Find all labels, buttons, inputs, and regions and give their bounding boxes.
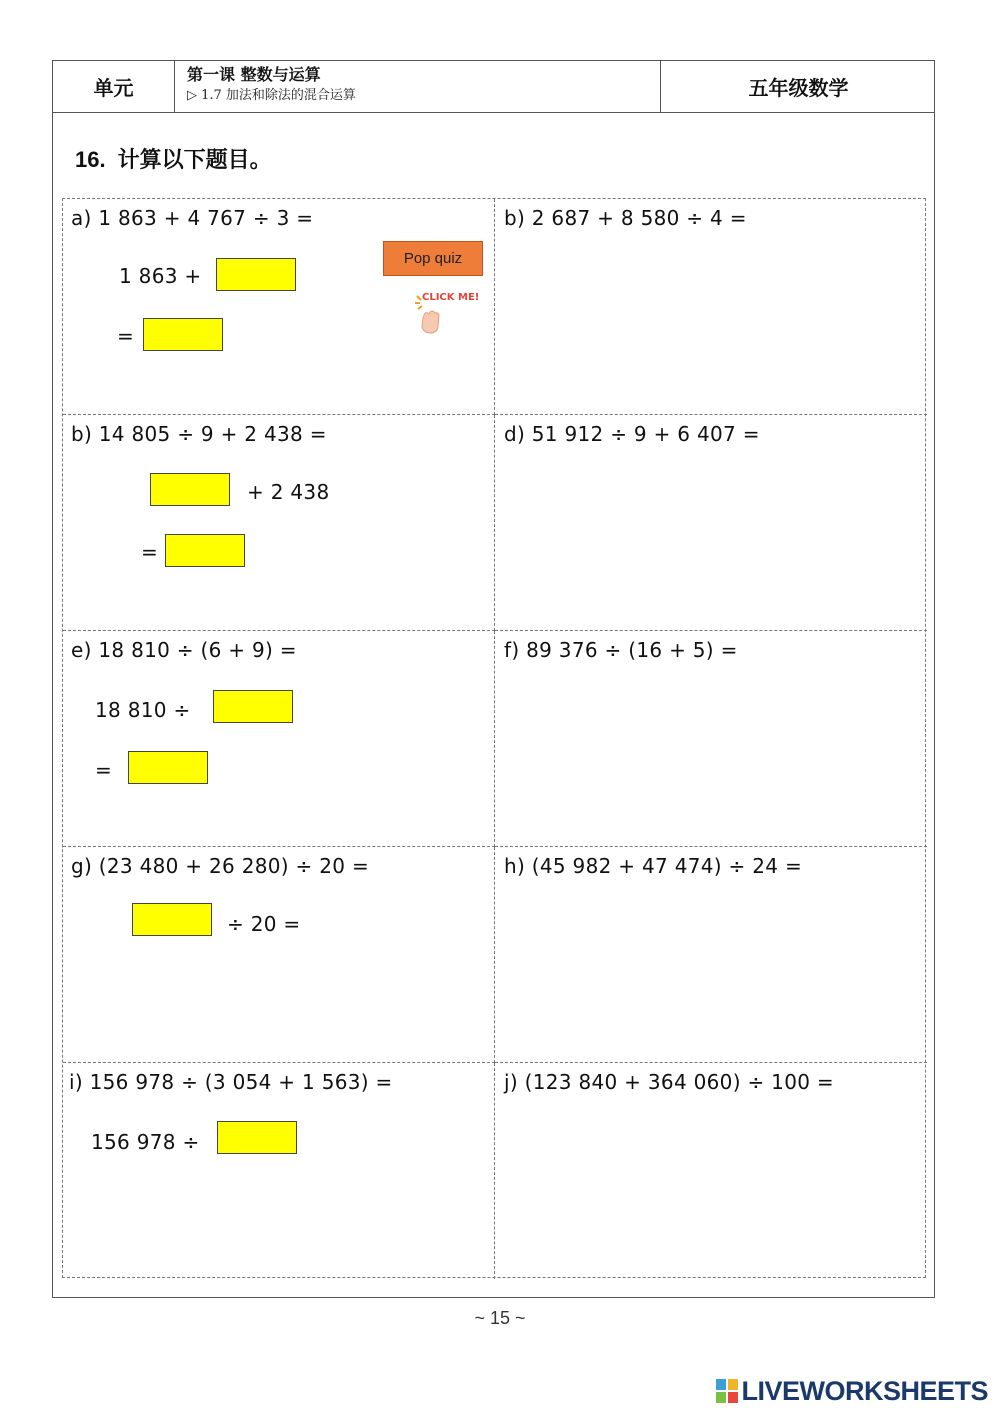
problem-cell-f [495, 631, 927, 847]
unit-label: 单元 [53, 61, 175, 112]
problem-cell-g [63, 847, 495, 1063]
problem-grid [62, 198, 926, 1278]
question-text: 计算以下题目。 [117, 147, 272, 173]
click-me-text: CLICK ME! [422, 292, 480, 303]
answer-box[interactable] [150, 473, 230, 506]
problem-cell-j [495, 1063, 927, 1279]
step-text: 18 810 ÷ [95, 698, 191, 722]
problem-cell-i [63, 1063, 495, 1279]
step-text: = [141, 540, 159, 564]
page-number: ~ 15 ~ [474, 1308, 526, 1328]
lesson-info [175, 61, 661, 112]
pop-quiz-button[interactable]: Pop quiz [383, 241, 483, 276]
liveworksheets-logo-icon [716, 1379, 738, 1403]
answer-box[interactable] [165, 534, 245, 567]
problem-cell-h [495, 847, 927, 1063]
problem-text: a) 1 863 + 4 767 ÷ 3 = [71, 206, 314, 230]
step-text: 156 978 ÷ [91, 1130, 200, 1154]
problem-text: d) 51 912 ÷ 9 + 6 407 = [504, 422, 760, 446]
lesson-title: 第一课 整数与运算 [187, 65, 321, 84]
liveworksheets-brand [716, 1375, 988, 1407]
step-text: + 2 438 [247, 480, 330, 504]
answer-box[interactable] [143, 318, 223, 351]
answer-box[interactable] [217, 1121, 297, 1154]
step-text: = [117, 324, 135, 348]
question-number: 16. [75, 147, 106, 172]
answer-box[interactable] [132, 903, 212, 936]
worksheet-page [52, 60, 935, 1298]
question-title [75, 143, 272, 174]
problem-text: j) (123 840 + 364 060) ÷ 100 = [504, 1070, 834, 1094]
problem-text: g) (23 480 + 26 280) ÷ 20 = [71, 854, 370, 878]
brand-name: LIVEWORKSHEETS [741, 1375, 988, 1406]
problem-text: i) 156 978 ÷ (3 054 + 1 563) = [69, 1070, 393, 1094]
lesson-subtitle: ▷ 1.7 加法和除法的混合运算 [187, 88, 356, 103]
problem-cell-d [495, 415, 927, 631]
answer-box[interactable] [128, 751, 208, 784]
step-text: ÷ 20 = [227, 912, 301, 936]
problem-cell-b2 [63, 415, 495, 631]
step-text: 1 863 + [119, 264, 202, 288]
problem-text: h) (45 982 + 47 474) ÷ 24 = [504, 854, 803, 878]
problem-cell-e [63, 631, 495, 847]
click-me-graphic [412, 288, 480, 338]
problem-text: b) 2 687 + 8 580 ÷ 4 = [504, 206, 747, 230]
header-table [53, 61, 934, 113]
answer-box[interactable] [216, 258, 296, 291]
grade-label: 五年级数学 [748, 76, 849, 100]
problem-text: f) 89 376 ÷ (16 + 5) = [504, 638, 738, 662]
problem-text: b) 14 805 ÷ 9 + 2 438 = [71, 422, 327, 446]
answer-box[interactable] [213, 690, 293, 723]
problem-text: e) 18 810 ÷ (6 + 9) = [71, 638, 297, 662]
problem-cell-b [495, 199, 927, 415]
click-me-icon[interactable] [412, 288, 480, 338]
step-text: = [95, 758, 113, 782]
